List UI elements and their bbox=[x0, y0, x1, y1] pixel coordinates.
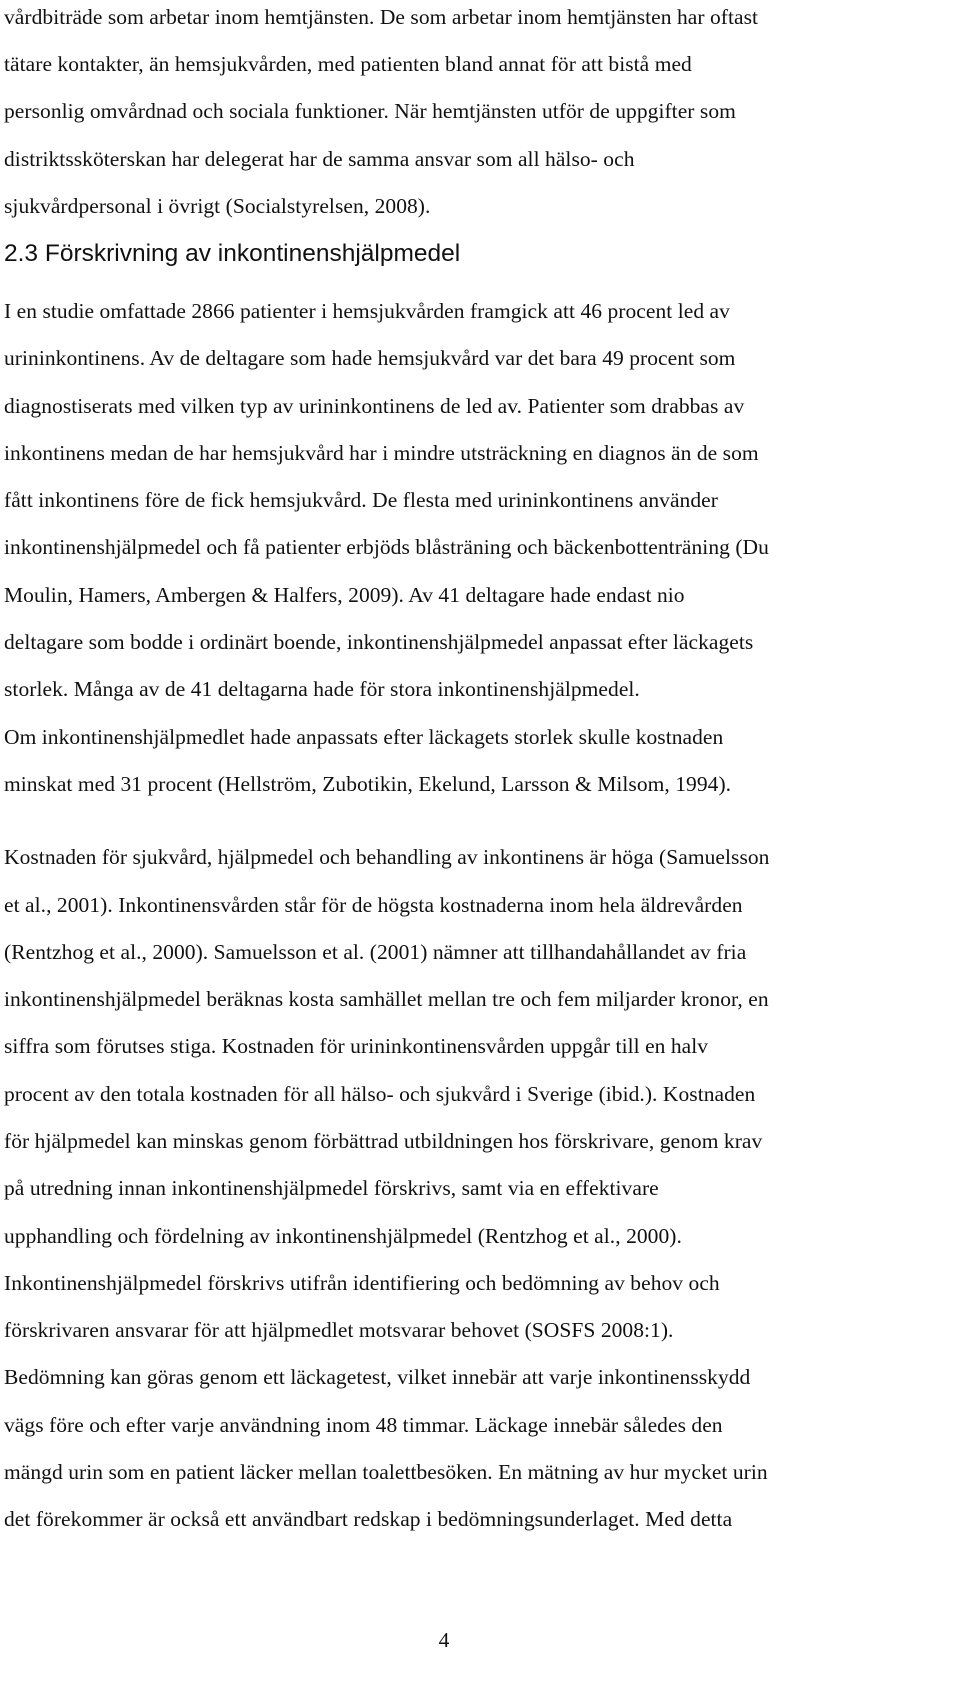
text-line: upphandling och fördelning av inkontinenshjälpmedel (Rentzhog et al., 2000). bbox=[4, 1223, 682, 1248]
text-line: inkontinenshjälpmedel och få patienter erbjöds blåsträning och bäckenbottenträning (Du bbox=[4, 535, 769, 560]
paragraph-gap bbox=[4, 814, 954, 840]
text-line: siffra som förutses stiga. Kostnaden för urininkontinensvården uppgår till en halv bbox=[4, 1034, 709, 1059]
text-line: personlig omvårdnad och sociala funktioner. När hemtjänsten utför de uppgifter som bbox=[4, 99, 736, 124]
text-line: minskat med 31 procent (Hellström, Zubotikin, Ekelund, Larsson & Milsom, 1994). bbox=[4, 771, 732, 796]
text-line: Om inkontinenshjälpmedlet hade anpassats efter läckagets storlek skulle kostnaden bbox=[4, 724, 724, 749]
text-line: distriktssköterskan har delegerat har de samma ansvar som all hälso- och bbox=[4, 146, 635, 171]
text-line: deltagare som bodde i ordinärt boende, inkontinenshjälpmedel anpassat efter läckagets bbox=[4, 630, 754, 655]
text-line: Moulin, Hamers, Ambergen & Halfers, 2009). Av 41 deltagare hade endast nio bbox=[4, 582, 685, 607]
text-line: diagnostiserats med vilken typ av urininkontinens de led av. Patienter som drabbas av bbox=[4, 393, 745, 418]
text-line: inkontinens medan de har hemsjukvård har i mindre utsträckning en diagnos än de som bbox=[4, 440, 759, 465]
text-line: Inkontinenshjälpmedel förskrivs utifrån identifiering och bedömning av behov och bbox=[4, 1270, 720, 1295]
text-line: urininkontinens. Av de deltagare som hade hemsjukvård var det bara 49 procent som bbox=[4, 346, 736, 371]
text-line: et al., 2001). Inkontinensvården står för de högsta kostnaderna inom hela äldrevården bbox=[4, 892, 743, 917]
intro-paragraph bbox=[4, 0, 954, 236]
text-line: sjukvårdpersonal i övrigt (Socialstyrelsen, 2008). bbox=[4, 193, 431, 218]
text-line: tätare kontakter, än hemsjukvården, med patienten bland annat för att bistå med bbox=[4, 52, 692, 77]
text-line: Kostnaden för sjukvård, hjälpmedel och behandling av inkontinens är höga (Samuelsson bbox=[4, 845, 770, 870]
text-line: inkontinenshjälpmedel beräknas kosta samhället mellan tre och fem miljarder kronor, en bbox=[4, 987, 769, 1012]
document-body bbox=[4, 0, 954, 1550]
cost-paragraph bbox=[4, 840, 954, 1549]
text-line: det förekommer är också ett användbart redskap i bedömningsunderlaget. Med detta bbox=[4, 1507, 733, 1532]
text-line: (Rentzhog et al., 2000). Samuelsson et al. (2001) nämner att tillhandahållandet av fria bbox=[4, 939, 747, 964]
text-line: storlek. Många av de 41 deltagarna hade för stora inkontinenshjälpmedel. bbox=[4, 677, 640, 702]
text-line: Bedömning kan göras genom ett läckagetest, vilket innebär att varje inkontinensskydd bbox=[4, 1365, 751, 1390]
text-line: I en studie omfattade 2866 patienter i hemsjukvården framgick att 46 procent led av bbox=[4, 298, 730, 323]
page-number: 4 bbox=[438, 1628, 450, 1652]
section-heading: 2.3 Förskrivning av inkontinenshjälpmedel bbox=[4, 239, 461, 267]
text-line: procent av den totala kostnaden för all hälso- och sjukvård i Sverige (ibid.). Kostnaden bbox=[4, 1081, 756, 1106]
text-line: vägs före och efter varje användning inom 48 timmar. Läckage innebär således den bbox=[4, 1412, 723, 1437]
text-line: vårdbiträde som arbetar inom hemtjänsten. De som arbetar inom hemtjänsten har oftast bbox=[4, 5, 759, 29]
text-line: fått inkontinens före de fick hemsjukvård. De flesta med urininkontinens använder bbox=[4, 488, 718, 513]
section-paragraph bbox=[4, 294, 954, 814]
text-line: förskrivaren ansvarar för att hjälpmedlet motsvarar behovet (SOSFS 2008:1). bbox=[4, 1318, 674, 1343]
text-line: för hjälpmedel kan minskas genom förbättrad utbildningen hos förskrivare, genom krav bbox=[4, 1128, 763, 1153]
text-line: mängd urin som en patient läcker mellan toalettbesöken. En mätning av hur mycket urin bbox=[4, 1460, 768, 1485]
text-line: på utredning innan inkontinenshjälpmedel förskrivs, samt via en effektivare bbox=[4, 1176, 659, 1201]
